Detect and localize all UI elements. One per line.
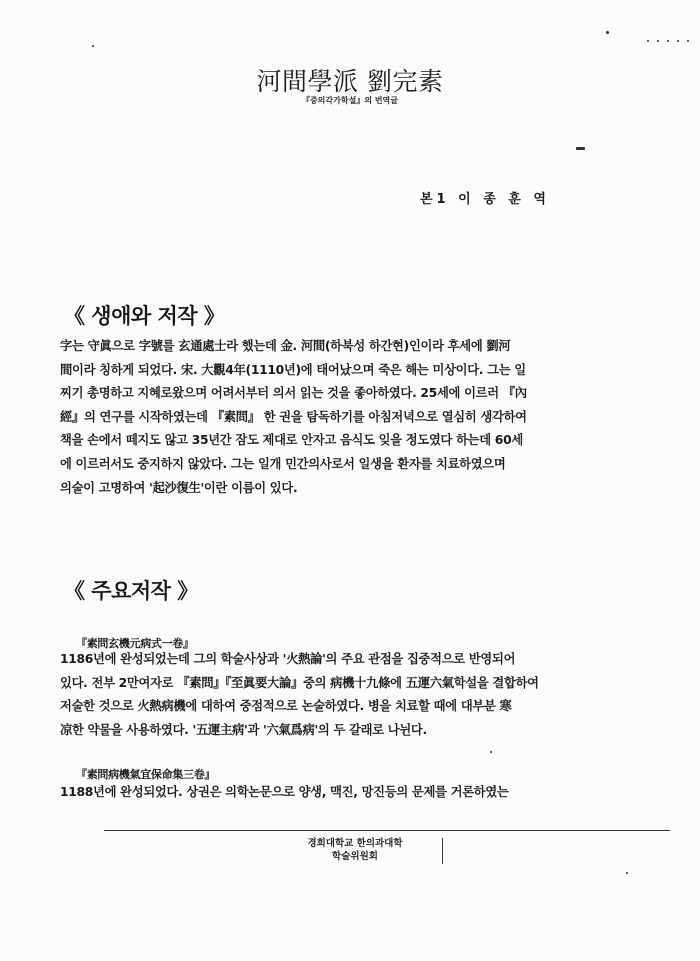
- document-subtitle: 『중의각가학설』의 번역글: [301, 96, 399, 105]
- text-line: 에 이르러서도 중지하지 않았다. 그는 일개 민간의사로서 일생을 환자를 치료하였으며: [60, 456, 506, 471]
- scan-speck: [606, 31, 609, 34]
- text-line: 經』의 연구를 시작하였는데 『素問』 한 권을 탐독하기를 아침저녁으로 열심히 생각하여: [60, 409, 527, 424]
- scan-speck: [576, 147, 585, 150]
- footer-institution: [250, 837, 460, 863]
- section-heading-life: 《 생애와 저작 》: [64, 304, 225, 328]
- work-body-2: [60, 781, 672, 805]
- text-line: 찌기 총명하고 지혜로왔으며 어려서부터 의서 읽는 것을 좋아하였다. 25세에 이르러 『內: [60, 386, 527, 401]
- work-body-1: [60, 648, 672, 742]
- text-line: 凉한 약물을 사용하였다. '五運主病'과 '六氣爲病'의 두 갈래로 나뉜다.: [60, 722, 427, 737]
- text-line: 字는 守眞으로 字號를 玄通處士라 했는데 金. 河間(하북성 하간현)인이라 후세에 劉河: [60, 339, 511, 353]
- work-title-1: 『素問玄機元病式一卷』: [76, 637, 194, 650]
- scan-speck: [490, 751, 492, 753]
- work-title-2: 『素問病機氣宜保命集三卷』: [76, 768, 216, 781]
- scan-speck: [647, 40, 649, 42]
- document-title: 河間學派 劉完素: [256, 67, 444, 96]
- scan-speck: [626, 872, 628, 874]
- text-line: 1186년에 완성되었는데 그의 학술사상과 '火熱論'의 주요 관점을 집중적으로 반영되어: [60, 652, 516, 666]
- footer-line-2: 학술위원회: [332, 851, 378, 862]
- section-heading-works: 《 주요저작 》: [64, 579, 198, 603]
- text-line: 의술이 고명하여 '起沙復生'이란 이름이 있다.: [60, 480, 298, 495]
- footer-divider: [104, 830, 670, 831]
- text-line: 저술한 것으로 火熱病機에 대하여 중점적으로 논술하였다. 병을 치료할 때에 대부분 寒: [60, 699, 512, 714]
- scan-speck: [657, 40, 659, 42]
- author-line: 본1 이 종 훈 역: [420, 192, 550, 207]
- text-line: 1188년에 완성되었다. 상권은 의학논문으로 양생, 맥진, 망진등의 문제를 거론하였는: [60, 785, 509, 799]
- footer-vertical-mark: [442, 838, 443, 864]
- text-line: 있다. 전부 2만여자로 『素問』『至眞要大論』중의 病機十九條에 五運六氣학설을 결합하여: [60, 675, 539, 690]
- section-body-life: [60, 335, 672, 500]
- text-line: 책을 손에서 떼지도 않고 35년간 잠도 제대로 안자고 음식도 잊을 정도였다 하는데 60세: [60, 433, 523, 448]
- text-line: 間이라 칭하게 되었다. 宋. 大觀4年(1110년)에 태어났으며 죽은 해는 미상이다. 그는 일: [60, 362, 526, 377]
- scan-speck: [92, 45, 94, 47]
- scan-speck: [677, 40, 679, 42]
- scan-speck: [687, 40, 689, 42]
- scan-speck: [667, 40, 669, 42]
- footer-line-1: 경희대학교 한의과대학: [307, 838, 403, 849]
